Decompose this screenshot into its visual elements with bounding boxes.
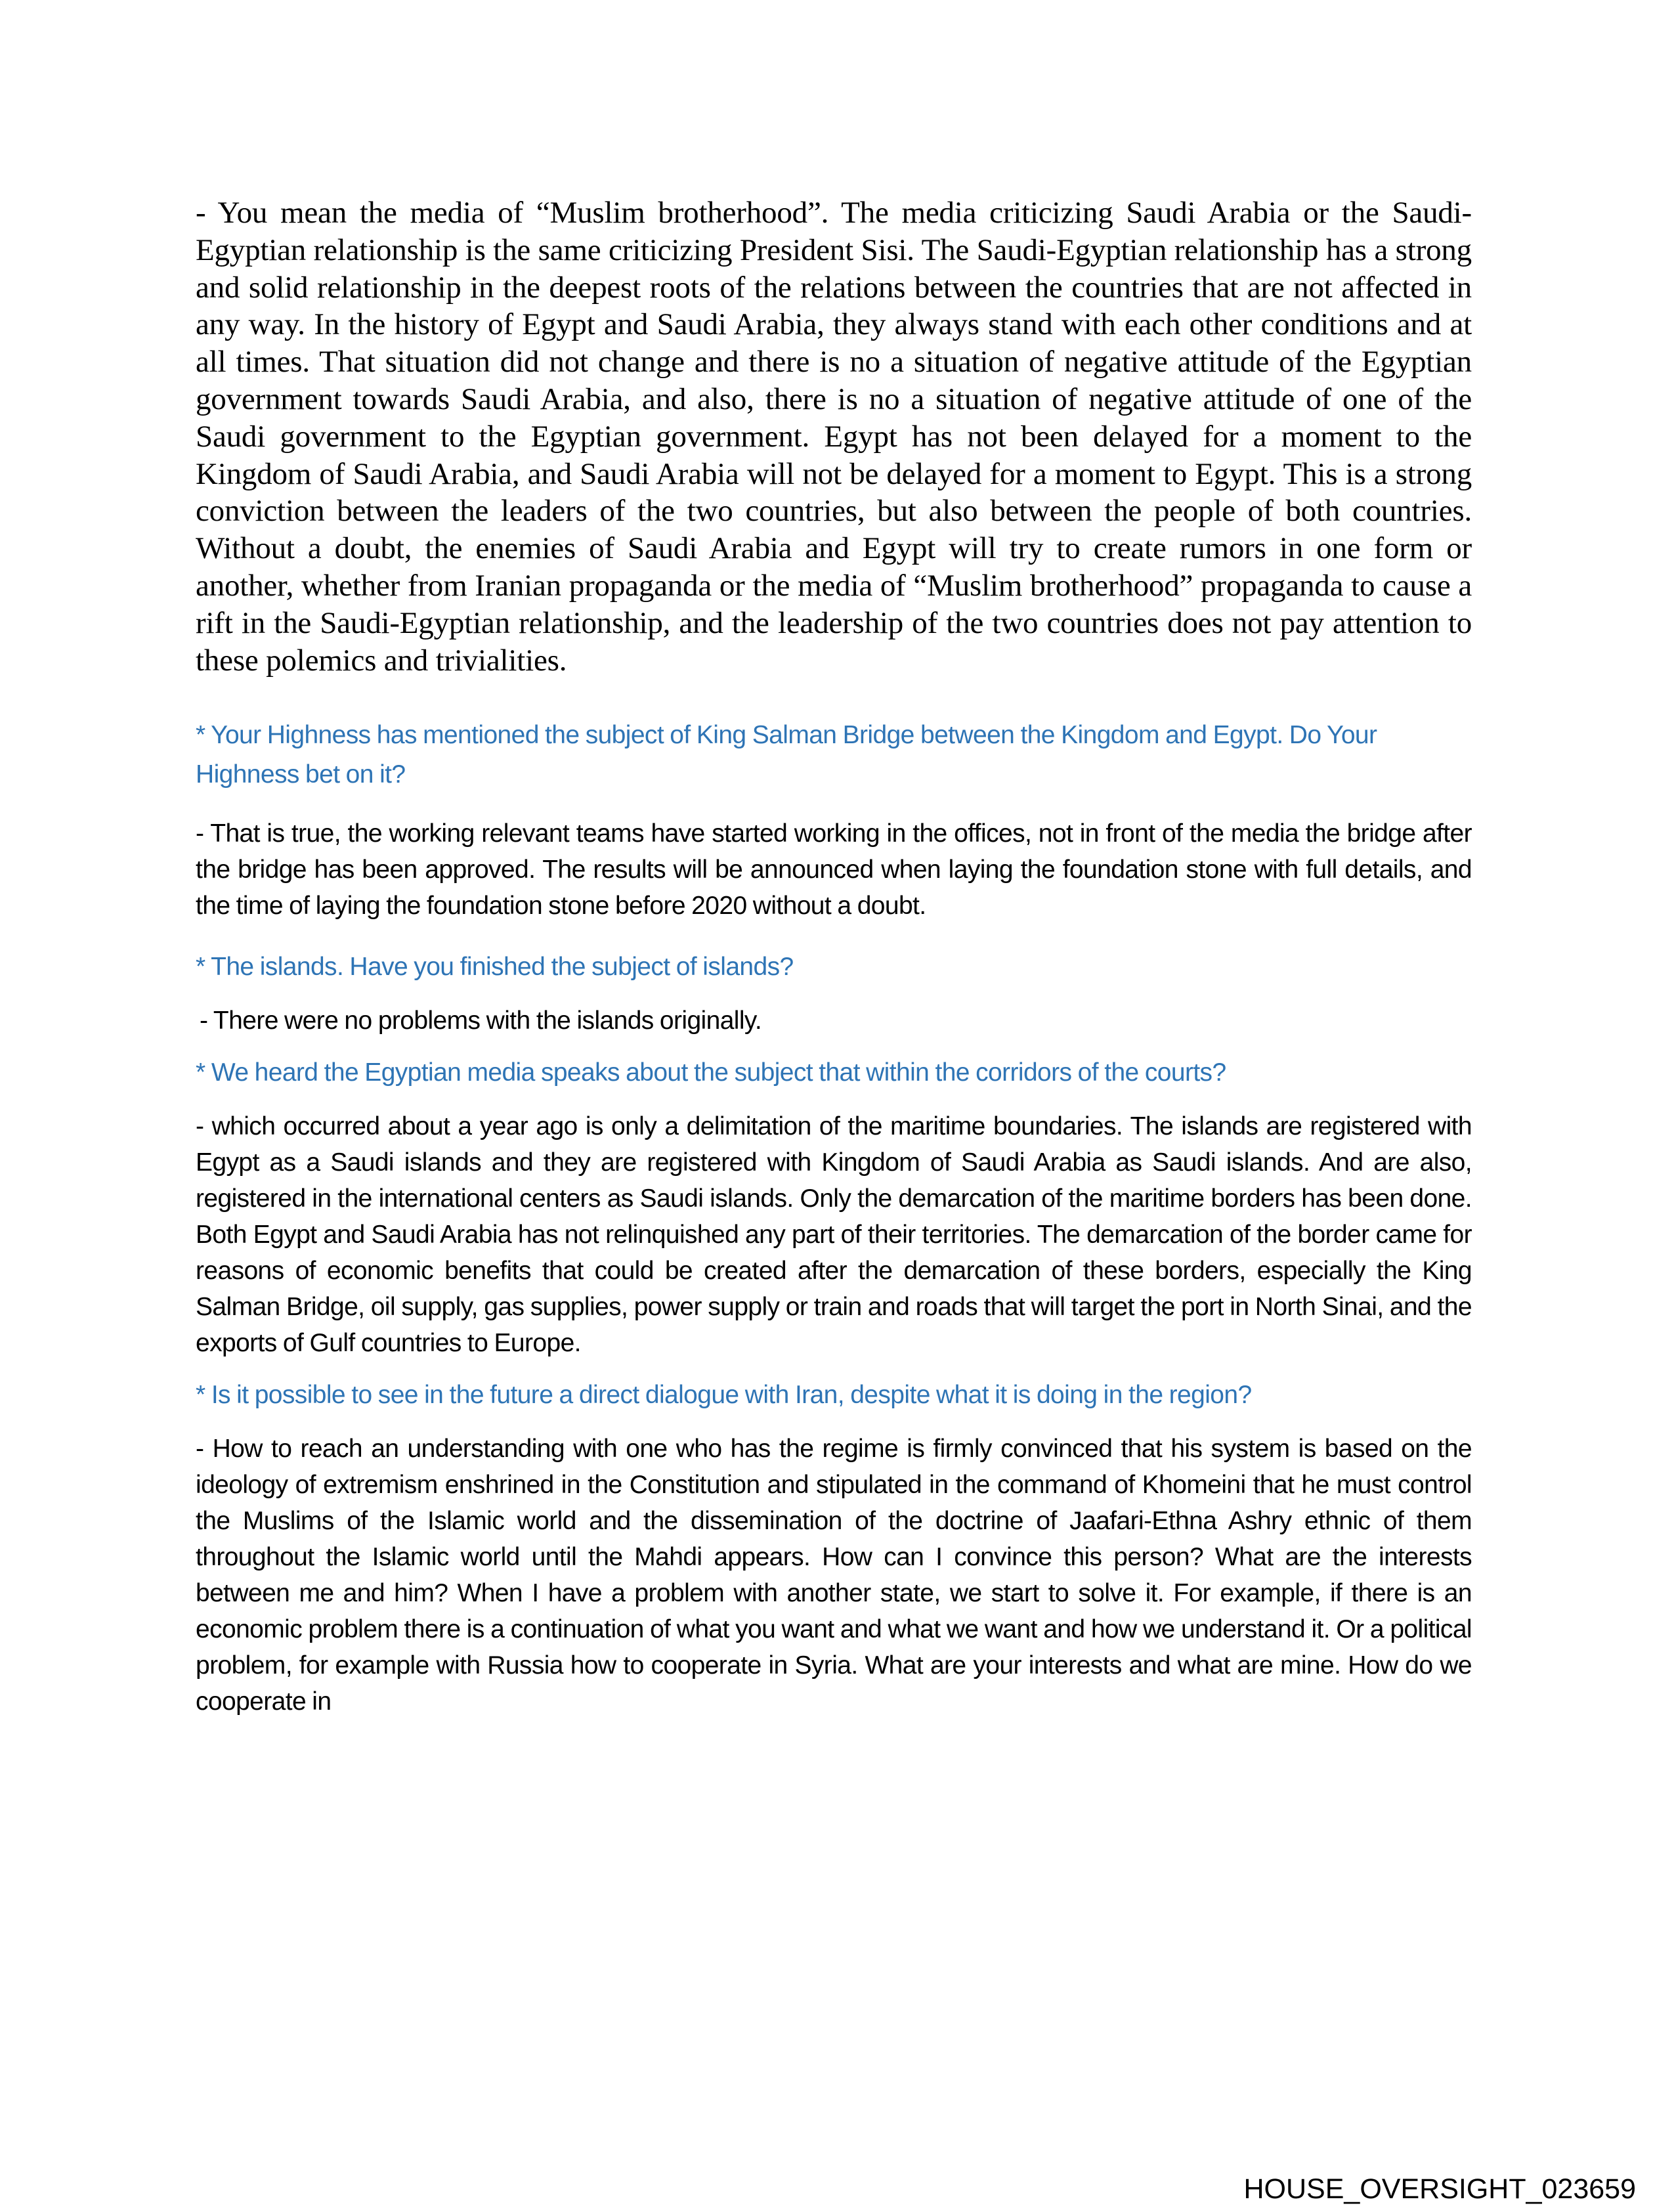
- answer-iran-dialogue: - How to reach an understanding with one who has the regime is firmly convinced that his system is based on the ideology of extremism enshrined in the Constitution and stipulated in the command of Khomeini that he must control the Muslims of the Islamic world and the dissemination of the doctrine of Jaafari-Ethna Ashry ethnic of them throughout the Islamic world until the Mahdi appears. How can I convince this person? What are the interests between me and him? When I have a problem with another state, we start to solve it. For example, if there is an economic problem there is a continuation of what you want and what we want and how we understand it. Or a political problem, for example with Russia how to cooperate in Syria. What are your interests and what are mine. How do we cooperate in: [196, 1435, 1472, 1716]
- answer-king-salman-bridge: - That is true, the working relevant teams have started working in the offices, not in front of the media the bridge after the bridge has been approved. The results will be announced when laying the foundation stone with full details, and the time of laying the foundation stone before 2020 without a doubt.: [196, 819, 1472, 921]
- intro-paragraph: - You mean the media of “Muslim brotherhood”. The media criticizing Saudi Arabia or the Saudi-Egyptian relationship is the same criticizing President Sisi. The Saudi-Egyptian relationship has a strong and solid relationship in the deepest roots of the relations between the countries that are not affected in any way. In the history of Egypt and Saudi Arabia, they always stand with each other conditions and at all times. That situation did not change and there is no a situation of negative attitude of the Egyptian government towards Saudi Arabia, and also, there is no a situation of negative attitude of one of the Saudi government to the Egyptian government. Egypt has not been delayed for a moment to the Kingdom of Saudi Arabia, and Saudi Arabia will not be delayed for a moment to Egypt. This is a strong conviction between the leaders of the two countries, but also between the people of both countries. Without a doubt, the enemies of Saudi Arabia and Egypt will try to create rumors in one form or another, whether from Iranian propaganda or the media of “Muslim brotherhood” propaganda to cause a rift in the Saudi-Egyptian relationship, and the leadership of the two countries does not pay attention to these polemics and trivialities.: [196, 196, 1472, 678]
- document-page: [196, 194, 1472, 1720]
- bates-stamp: HOUSE_OVERSIGHT_023659: [1243, 2173, 1636, 2205]
- question-islands: * The islands. Have you finished the subject of islands?: [196, 953, 794, 982]
- answer-maritime-boundaries: - which occurred about a year ago is only a delimitation of the maritime boundaries. The islands are registered with Egypt as a Saudi islands and they are registered with Kingdom of Saudi Arabia as Saudi islands. And are also, registered in the international centers as Saudi islands. Only the demarcation of the maritime borders has been done. Both Egypt and Saudi Arabia has not relinquished any part of their territories. The demarcation of the border came for reasons of economic benefits that could be created after the demarcation of these borders, especially the King Salman Bridge, oil supply, gas supplies, power supply or train and roads that will target the port in North Sinai, and the exports of Gulf countries to Europe.: [196, 1112, 1472, 1358]
- answer-islands: - There were no problems with the islands originally.: [200, 1007, 762, 1035]
- question-king-salman-bridge: * Your Highness has mentioned the subject of King Salman Bridge between the Kingdom and Egypt. Do Your Highness bet on it?: [196, 721, 1377, 789]
- question-iran-dialogue: * Is it possible to see in the future a direct dialogue with Iran, despite what it is doing in the region?: [196, 1381, 1252, 1410]
- question-egyptian-media-courts: * We heard the Egyptian media speaks about the subject that within the corridors of the courts?: [196, 1058, 1226, 1087]
